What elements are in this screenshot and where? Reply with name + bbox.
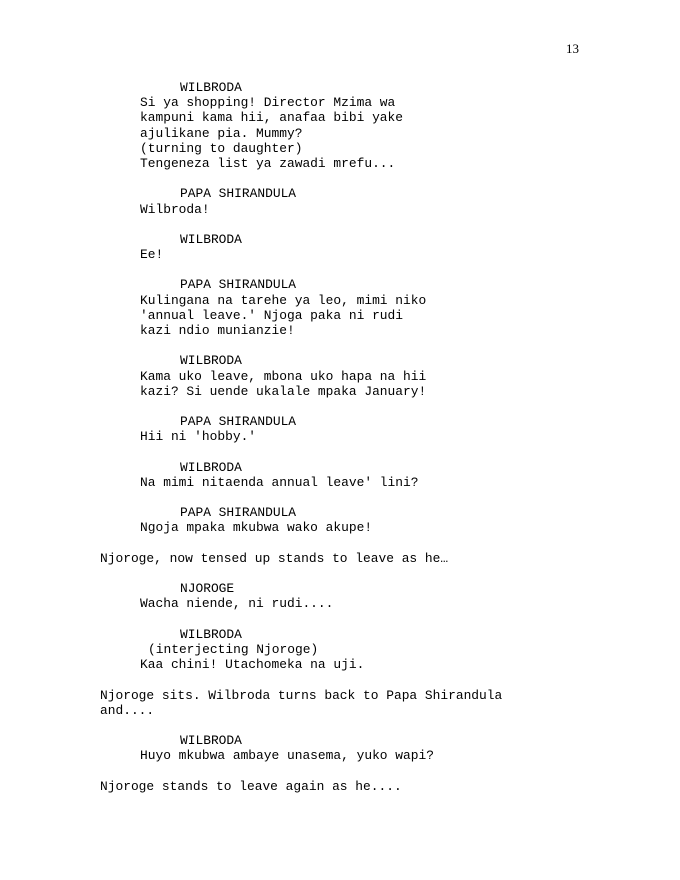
character-name: PAPA SHIRANDULA [180,186,297,202]
blank-line [0,718,680,733]
blank-line [0,612,680,627]
dialogue-line: Wacha niende, ni rudi.... [140,596,334,612]
blank-line [0,399,680,414]
character-name: WILBRODA [180,80,242,95]
blank-line [0,338,680,353]
character-name: WILBRODA [180,459,242,475]
dialogue-line: Wilbroda! [140,201,210,217]
action-line: and.... [100,702,155,718]
character-name: WILBRODA [180,626,242,642]
dialogue-line: kampuni kama hii, anafaa bibi yake [140,110,404,126]
page-number: 13 [566,41,579,56]
dialogue-line: Kulingana na tarehe ya leo, mimi niko [140,292,427,308]
character-name: PAPA SHIRANDULA [180,414,297,430]
blank-line [0,566,680,581]
dialogue-line: kazi? Si uende ukalale mpaka January! [140,383,427,399]
dialogue-line: Ngoja mpaka mkubwa wako akupe! [140,520,373,536]
blank-line [0,536,680,551]
dialogue-line: Huyo mkubwa ambaye unasema, yuko wapi? [140,748,434,764]
blank-line [0,445,680,460]
dialogue-line: Na mimi nitaenda annual leave' lini? [140,474,419,490]
dialogue-line: Kaa chini! Utachomeka na uji. [140,657,365,673]
blank-line [0,490,680,505]
character-name: PAPA SHIRANDULA [180,277,297,293]
blank-line [0,262,680,277]
blank-line [0,672,680,687]
blank-line [0,217,680,232]
parenthetical: (turning to daughter) [140,140,303,156]
blank-line [0,171,680,186]
character-name: WILBRODA [180,733,242,749]
parenthetical: (interjecting Njoroge) [148,641,319,657]
character-name: WILBRODA [180,353,242,369]
character-name: NJOROGE [180,581,235,597]
dialogue-line: Hii ni 'hobby.' [140,429,257,445]
dialogue-line: ajulikane pia. Mummy? [140,125,303,141]
dialogue-line: 'annual leave.' Njoga paka ni rudi [140,307,404,323]
dialogue-line: kazi ndio munianzie! [140,323,295,338]
blank-line [0,763,680,778]
character-name: PAPA SHIRANDULA [180,505,297,521]
screenplay-body [0,80,680,794]
dialogue-line: Ee! [140,247,164,263]
dialogue-line: Tengeneza list ya zawadi mrefu... [140,155,396,171]
action-line: Njoroge, now tensed up stands to leave as he… [100,550,449,566]
action-line: Njoroge sits. Wilbroda turns back to Papa Shirandula [100,687,503,703]
dialogue-line: Si ya shopping! Director Mzima wa [140,95,396,111]
character-name: WILBRODA [180,231,242,247]
dialogue-line: Kama uko leave, mbona uko hapa na hii [140,368,427,384]
action-line: Njoroge stands to leave again as he.... [100,778,402,794]
